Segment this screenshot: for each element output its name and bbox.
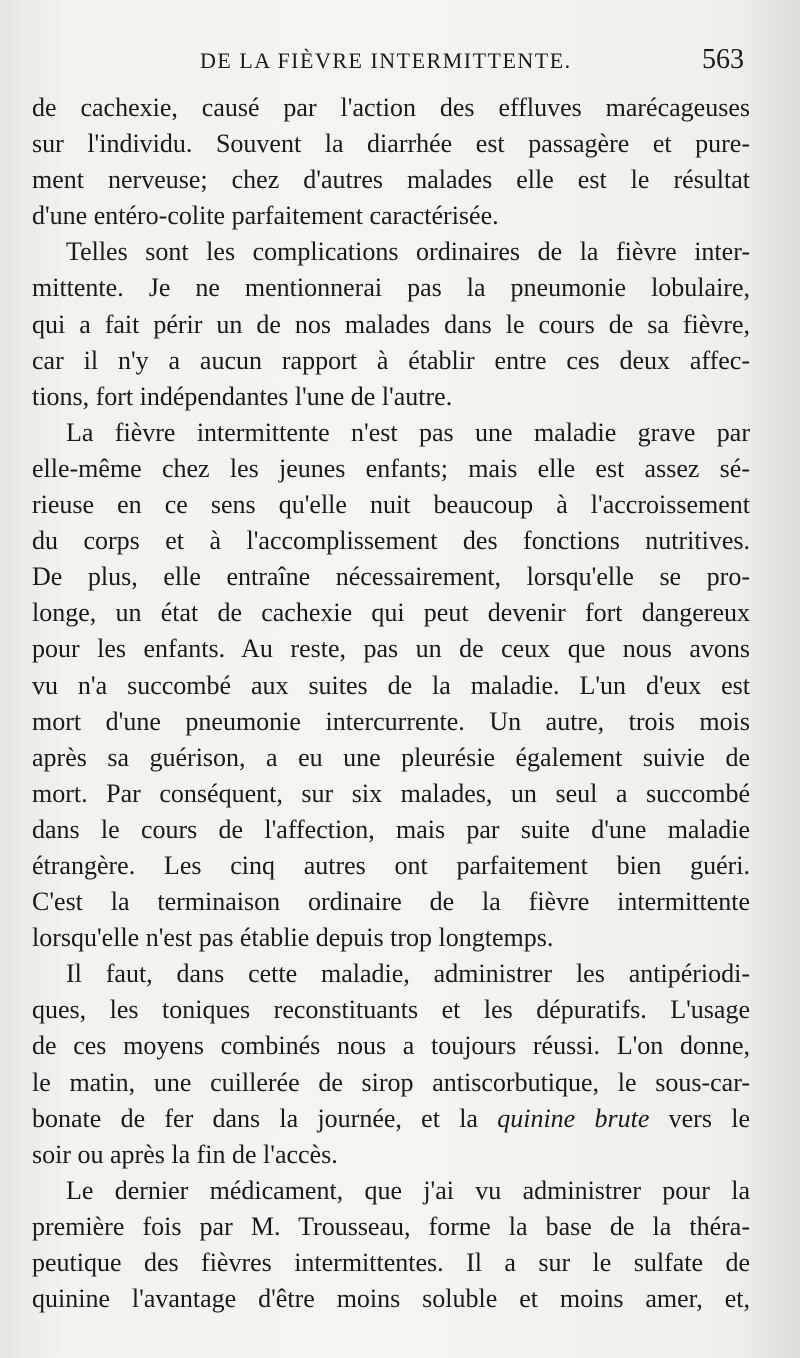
text-line: elle-même chez les jeunes enfants; mais elle est assez sé-	[32, 453, 750, 483]
text-line: mort d'une pneumonie intercurrente. Un autre, trois mois	[32, 706, 750, 736]
text-line: tions, fort indépendantes l'une de l'autre.	[32, 381, 453, 411]
text-line: longe, un état de cachexie qui peut devenir fort dangereux	[32, 598, 750, 628]
text-line: dans le cours de l'affection, mais par suite d'une maladie	[32, 814, 750, 844]
text-line: soir ou après la fin de l'accès.	[32, 1139, 338, 1169]
paragraph	[32, 956, 750, 1173]
running-title: DE LA FIÈVRE INTERMITTENTE.	[200, 48, 572, 73]
text-line: peutique des fièvres intermittentes. Il a sur le sulfate de	[32, 1248, 750, 1277]
text-line: rieuse en ce sens qu'elle nuit beaucoup à l'accroissement	[32, 490, 750, 520]
text-line: mort. Par conséquent, sur six malades, un seul a succombé	[32, 778, 750, 808]
text-line: première fois par M. Trousseau, forme la base de la théra-	[32, 1211, 750, 1241]
paragraph	[32, 90, 750, 234]
text-line: La fièvre intermittente n'est pas une maladie grave par	[66, 417, 750, 447]
text-line: de cachexie, causé par l'action des effluves marécageuses	[32, 93, 750, 122]
text-line: lorsqu'elle n'est pas établie depuis trop longtemps.	[32, 923, 554, 953]
text-line: ment nerveuse; chez d'autres malades elle est le résultat	[32, 165, 750, 195]
text-line: le matin, une cuillerée de sirop antiscorbutique, le sous-car-	[32, 1067, 750, 1097]
text-line: De plus, elle entraîne nécessairement, lorsqu'elle se pro-	[32, 562, 750, 592]
text-line: étrangère. Les cinq autres ont parfaitement bien guéri.	[32, 850, 750, 880]
text-line: mittente. Je ne mentionnerai pas la pneumonie lobulaire,	[32, 273, 750, 303]
text-line: Il faut, dans cette maladie, administrer les antipériodi-	[66, 959, 750, 989]
text-line: après sa guérison, a eu une pleurésie également suivie de	[32, 742, 750, 772]
text-line: quinine l'avantage d'être moins soluble et moins amer, et,	[32, 1284, 750, 1314]
italic-term: quinine brute	[497, 1103, 650, 1133]
text-line: Telles sont les complications ordinaires de la fièvre inter-	[66, 237, 750, 267]
text-line: du corps et à l'accomplissement des fonctions nutritives.	[32, 526, 750, 556]
paragraph	[32, 415, 750, 956]
text-segment: vers le	[668, 1103, 750, 1133]
text-line: de ces moyens combinés nous a toujours réussi. L'on donne,	[32, 1031, 750, 1061]
text-line: d'une entéro-colite parfaitement caractérisée.	[32, 201, 499, 231]
body-text	[32, 90, 750, 1317]
paragraph	[32, 234, 750, 414]
text-line: qui a fait périr un de nos malades dans le cours de sa fièvre,	[32, 309, 750, 339]
text-segment: bonate de fer dans la journée, et la	[32, 1103, 478, 1133]
text-line: sur l'individu. Souvent la diarrhée est passagère et pure-	[32, 129, 750, 159]
text-line: car il n'y a aucun rapport à établir entre ces deux affec-	[32, 345, 750, 375]
text-line: vu n'a succombé aux suites de la maladie. L'un d'eux est	[32, 670, 750, 700]
text-line: pour les enfants. Au reste, pas un de ceux que nous avons	[32, 634, 750, 664]
text-line: C'est la terminaison ordinaire de la fièvre intermittente	[32, 887, 750, 917]
paragraph	[32, 1173, 750, 1317]
text-line: Le dernier médicament, que j'ai vu administrer pour la	[66, 1175, 750, 1205]
text-line: ques, les toniques reconstituants et les dépuratifs. L'usage	[32, 995, 750, 1025]
page-number: 563	[702, 44, 744, 75]
text-line-with-italic	[32, 1101, 750, 1137]
page-header	[0, 42, 800, 82]
